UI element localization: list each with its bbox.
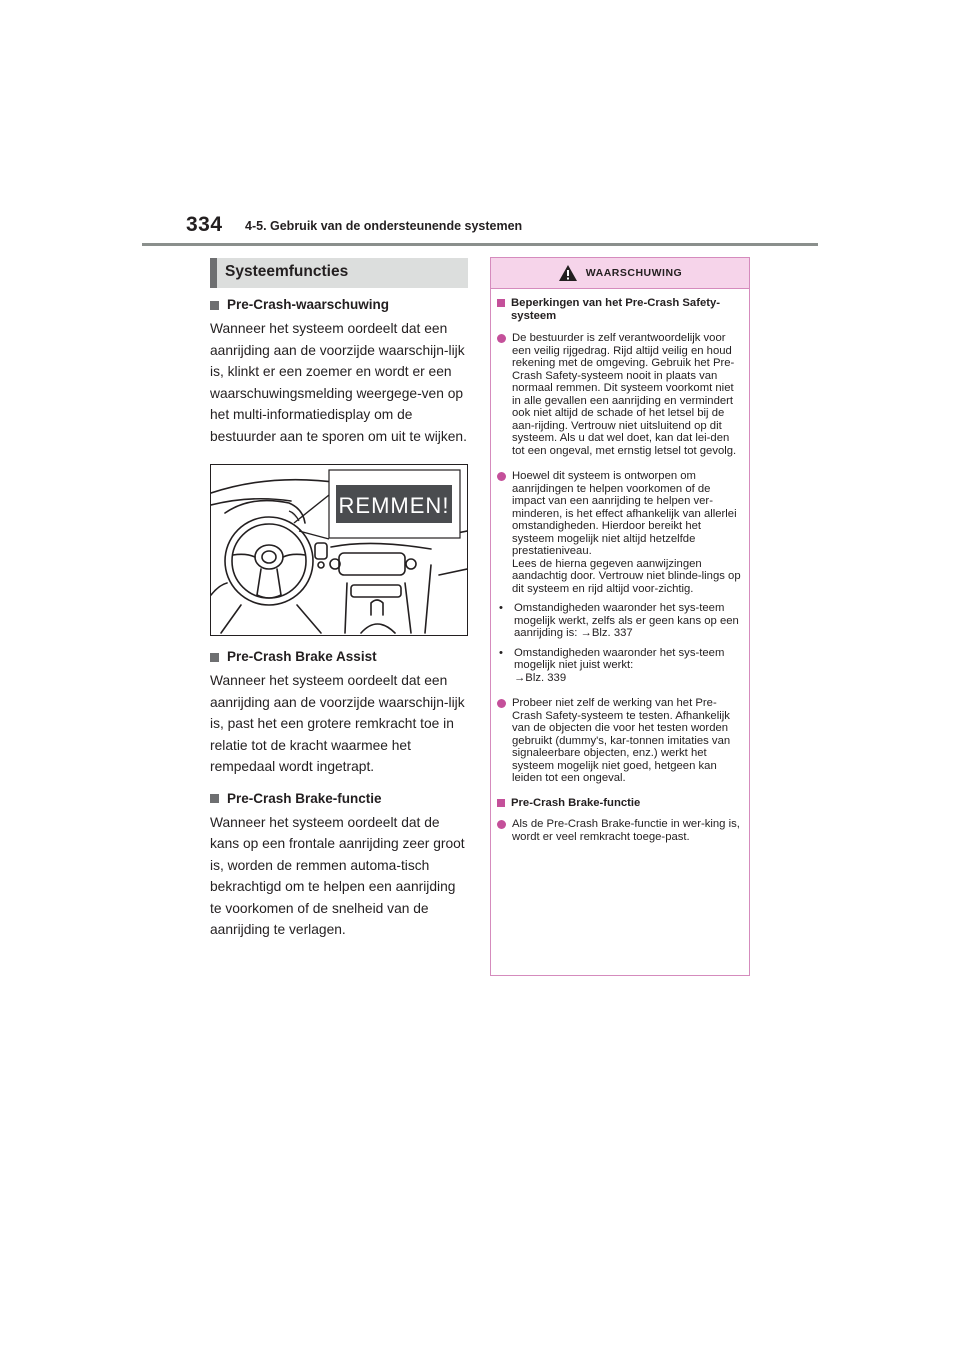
paragraph-pre-crash-warning: Wanneer het systeem oordeelt dat een aanrijding aan de voorzijde waarschijn-lijk is, klinkt er een zoemer en wordt er een waarschuwingsmelding weergege-ven op het multi-informatiedisplay om de bestuurder aan te sporen om uit te wijken.	[210, 321, 467, 444]
square-bullet-icon	[210, 301, 219, 310]
square-bullet-icon	[497, 799, 505, 807]
warning-subhead	[497, 797, 741, 810]
dot-bullet-icon: •	[499, 602, 503, 614]
warning-item	[497, 332, 741, 457]
systeemfuncties-heading: Systeemfuncties	[210, 258, 468, 288]
square-bullet-icon	[210, 653, 219, 662]
circle-bullet-icon	[497, 472, 506, 481]
warning-item	[497, 818, 741, 843]
square-bullet-icon	[210, 794, 219, 803]
warning-subhead-label: Pre-Crash Brake-functie	[511, 796, 641, 809]
warning-box	[490, 257, 750, 976]
header-rule	[142, 243, 818, 246]
warning-bullet	[497, 602, 741, 640]
subhead-label: Pre-Crash Brake-functie	[227, 790, 382, 806]
circle-bullet-icon	[497, 699, 506, 708]
warning-item-text: De bestuurder is zelf verantwoordelijk voor een veilig rijgedrag. Rijd altijd veilig en houd rekening met de omgeving. Gebruik het Pre-Crash Safety-systeem nooit in plaats van normaal remmen. Dit systeem voorkomt niet in alle gevallen een aanrijding en vermindert ook niet altijd de schade of het letsel bij de aan-rijding. Vertrouw niet uitsluitend op dit systeem. Als u dat wel doet, kan dat lei-den tot een ongeval, met ernstig letsel tot gevolg.	[512, 332, 737, 457]
warning-item	[497, 470, 741, 595]
circle-bullet-icon	[497, 820, 506, 829]
warning-subhead	[497, 297, 741, 322]
warning-header	[491, 258, 749, 289]
subhead-label: Pre-Crash-waarschuwing	[227, 297, 390, 312]
section-title: 4-5. Gebruik van de ondersteunende systemen	[245, 219, 523, 233]
warning-item-text: Als de Pre-Crash Brake-functie in wer-king is, wordt er veel remkracht toege-past.	[512, 818, 740, 843]
subhead-pre-crash-warning	[210, 296, 468, 314]
left-column	[210, 258, 468, 941]
page-number: 334	[186, 213, 223, 236]
warning-item	[497, 697, 741, 785]
paragraph-brake-assist: Wanneer het systeem oordeelt dat een aanrijding aan de voorzijde waarschijn-lijk is, past het een grotere remkracht toe in relatie tot de kracht waarmee het rempedaal wordt ingetrapt.	[210, 673, 465, 774]
subhead-label: Pre-Crash Brake Assist	[227, 649, 377, 664]
square-bullet-icon	[497, 299, 505, 307]
subhead-brake-function	[210, 790, 468, 808]
warning-item-text: Probeer niet zelf de werking van het Pre-Crash Safety-systeem te testen. Afhankelijk van de objecten die voor het testen worden gebruikt (dummy's, kar-tonnen imitaties van signaleerbare objecten, enz.) werkt het systeem mogelijk niet goed, hetgeen kan leiden tot een ongeval.	[512, 697, 731, 784]
dashboard-illustration-svg	[211, 465, 467, 635]
warning-subhead-label: Beperkingen van het Pre-Crash Safety-systeem	[511, 297, 721, 322]
warning-triangle-icon	[558, 264, 578, 282]
warning-item-text: Hoewel dit systeem is ontworpen om aanrijdingen te helpen voorkomen of de impact van een aanrijding te helpen ver-minderen, is het effect afhankelijk van allerlei omstandigheden. Hierdoor bereikt het systeem mogelijk niet altijd hetzelfde prestatieniveau. Lees de hierna gegeven aanwijzingen aandachtig door. Vertrouw niet blinde-lings op dit systeem en rijd altijd voor-zichtig.	[512, 470, 741, 595]
dot-bullet-icon: •	[499, 646, 503, 659]
subhead-brake-assist	[210, 648, 468, 666]
display-warning-text: REMMEN!	[338, 493, 450, 518]
warning-title: WAARSCHUWING	[585, 267, 683, 279]
warning-bullet-text: Omstandigheden waaronder het sys-teem mogelijk niet juist werkt: →Blz. 339	[514, 646, 725, 684]
warning-body	[491, 289, 749, 843]
dashboard-illustration	[210, 464, 468, 636]
warning-bullet-text: Omstandigheden waaronder het sys-teem mogelijk werkt, zelfs als er geen kans op een aanrijding is: →Blz. 337	[514, 602, 739, 639]
paragraph-brake-function: Wanneer het systeem oordeelt dat de kans op een frontale aanrijding zeer groot is, worden de remmen automa-tisch bekrachtigd om te helpen een aanrijding te voorkomen of de snelheid van de aanrijding te verlagen.	[210, 814, 465, 937]
warning-bullet	[497, 647, 741, 685]
circle-bullet-icon	[497, 334, 506, 343]
